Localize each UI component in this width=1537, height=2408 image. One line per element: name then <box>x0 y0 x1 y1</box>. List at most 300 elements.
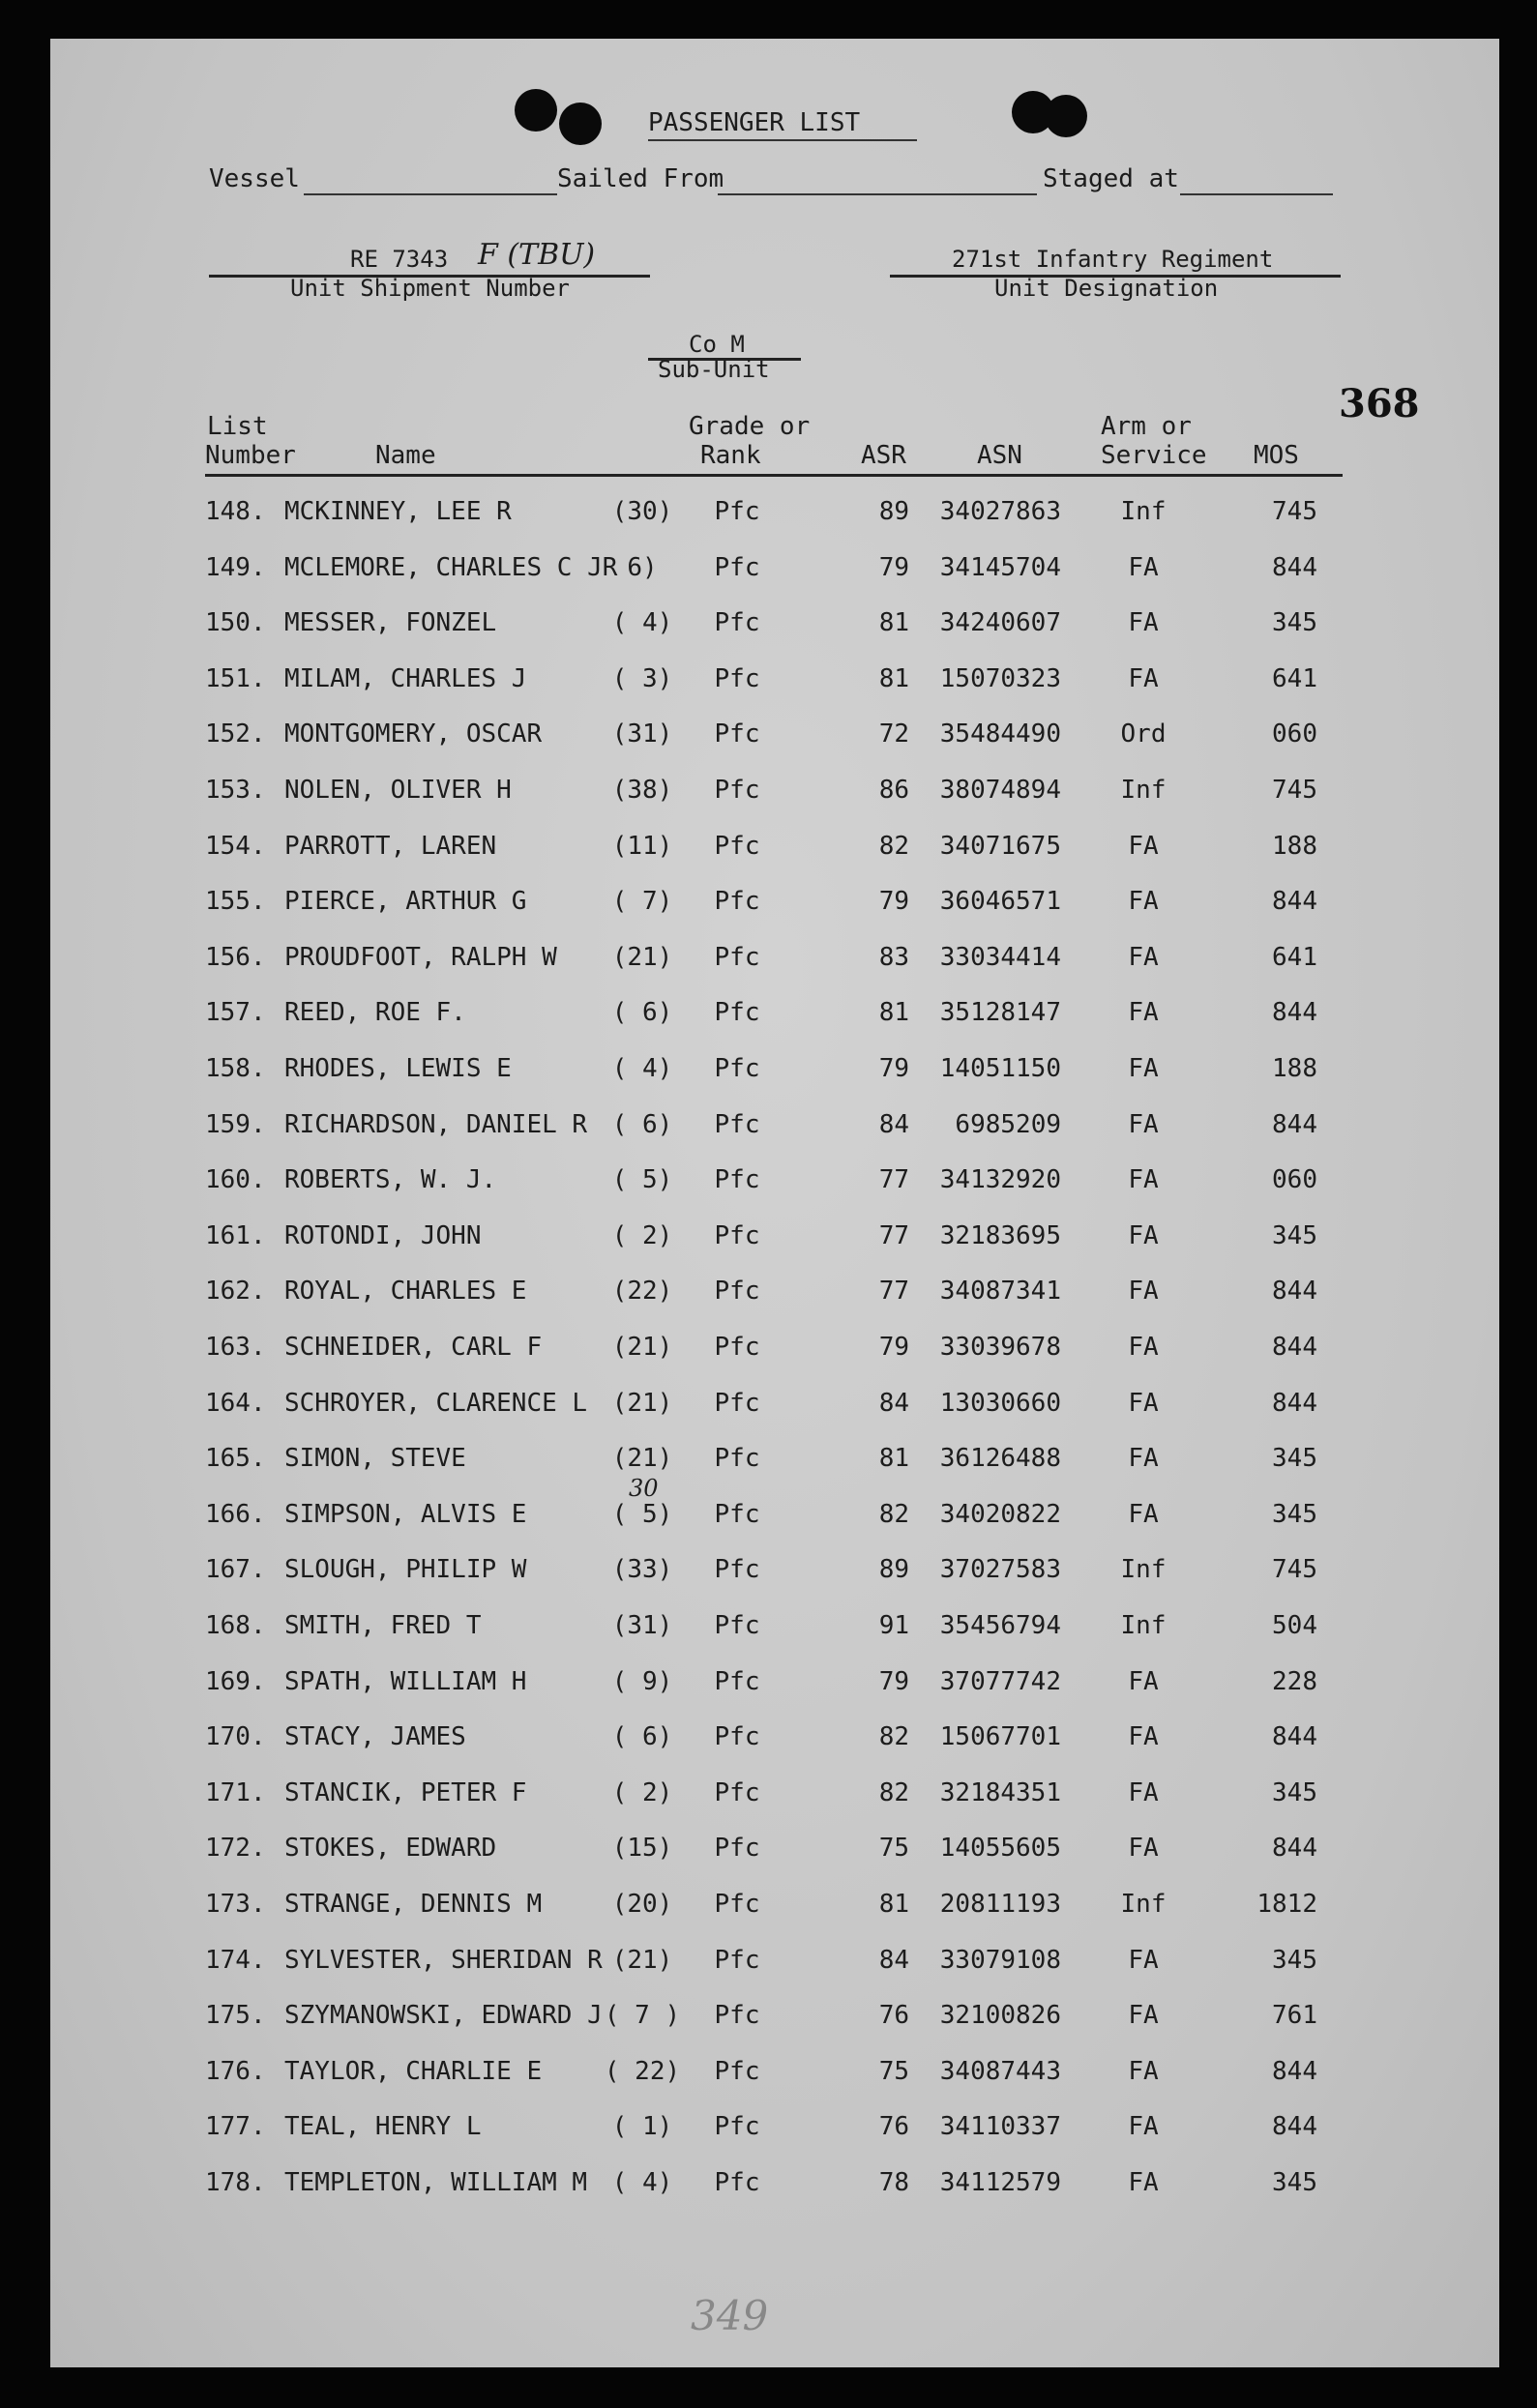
grade-rank: Pfc <box>714 1165 760 1195</box>
asr-score: 83 <box>878 942 909 972</box>
passenger-name: SLOUGH, PHILIP W <box>284 1555 527 1585</box>
list-number: 148. <box>205 497 266 526</box>
asr-score: 91 <box>878 1611 909 1640</box>
arm-service: Inf <box>1120 1611 1167 1640</box>
age-code: ( 3) <box>611 663 673 693</box>
grade-rank: Pfc <box>714 608 760 638</box>
grade-rank: Pfc <box>714 2001 760 2031</box>
passenger-name: ROBERTS, W. J. <box>284 1165 497 1195</box>
age-code: (21) <box>611 942 673 972</box>
table-row <box>50 1165 1499 1204</box>
asr-score: 86 <box>878 776 909 805</box>
grade-rank: Pfc <box>714 552 760 582</box>
asn-number: 32100826 <box>939 2001 1061 2031</box>
list-number: 159. <box>205 1109 266 1139</box>
table-row <box>50 1444 1499 1483</box>
asr-score: 79 <box>878 552 909 582</box>
age-correction-handwritten: 30 <box>629 1474 659 1502</box>
list-number: 166. <box>205 1499 266 1529</box>
asr-score: 76 <box>878 2001 909 2031</box>
asn-number: 14051150 <box>939 1054 1061 1083</box>
asr-score: 81 <box>878 663 909 693</box>
asr-score: 79 <box>878 1054 909 1083</box>
arm-service: FA <box>1128 1165 1159 1195</box>
col-header-arm: Arm or <box>1101 412 1192 441</box>
mos-code: 345 <box>1272 1444 1317 1474</box>
list-number: 152. <box>205 719 266 749</box>
list-number: 165. <box>205 1444 266 1474</box>
age-code: (31) <box>611 1611 673 1640</box>
grade-rank: Pfc <box>714 942 760 972</box>
mos-code: 844 <box>1272 1722 1317 1752</box>
arm-service: FA <box>1128 2112 1159 2142</box>
col-header-number: Number <box>205 441 296 470</box>
page-title: PASSENGER LIST <box>648 108 861 137</box>
asr-score: 82 <box>878 831 909 861</box>
mos-code: 844 <box>1272 1333 1317 1362</box>
age-code: (21) <box>611 1444 673 1474</box>
asn-number: 20811193 <box>939 1890 1061 1919</box>
table-row <box>50 832 1499 870</box>
arm-service: FA <box>1128 942 1159 972</box>
arm-service: Inf <box>1120 1555 1167 1585</box>
asr-score: 75 <box>878 1834 909 1864</box>
asn-number: 33034414 <box>939 942 1061 972</box>
mos-code: 745 <box>1272 1555 1317 1585</box>
mos-code: 641 <box>1272 663 1317 693</box>
age-code: (21) <box>611 1333 673 1362</box>
mos-code: 844 <box>1272 887 1317 917</box>
grade-rank: Pfc <box>714 1834 760 1864</box>
grade-rank: Pfc <box>714 776 760 805</box>
sub-unit-label: Sub-Unit <box>658 356 770 383</box>
passenger-name: ROYAL, CHARLES E <box>284 1277 527 1307</box>
age-code: 6) <box>627 552 658 582</box>
list-number: 151. <box>205 663 266 693</box>
grade-rank: Pfc <box>714 2168 760 2197</box>
mos-code: 060 <box>1272 719 1317 749</box>
asn-number: 36126488 <box>939 1444 1061 1474</box>
age-code: ( 5) <box>611 1165 673 1195</box>
mos-code: 641 <box>1272 942 1317 972</box>
table-row <box>50 553 1499 592</box>
passenger-name: MONTGOMERY, OSCAR <box>284 719 543 749</box>
arm-service: FA <box>1128 998 1159 1028</box>
asr-score: 82 <box>878 1777 909 1807</box>
list-number: 155. <box>205 887 266 917</box>
arm-service: FA <box>1128 1777 1159 1807</box>
mos-code: 504 <box>1272 1611 1317 1640</box>
page-number: 368 <box>1339 381 1420 426</box>
mos-code: 345 <box>1272 1777 1317 1807</box>
punch-hole <box>1045 95 1087 137</box>
arm-service: FA <box>1128 831 1159 861</box>
sub-unit: Co M <box>689 331 745 358</box>
asr-score: 81 <box>878 998 909 1028</box>
mos-code: 844 <box>1272 2112 1317 2142</box>
asn-number: 34027863 <box>939 497 1061 526</box>
passenger-name: STOKES, EDWARD <box>284 1834 497 1864</box>
staged-at-label: Staged at <box>1043 164 1179 193</box>
mos-code: 761 <box>1272 2001 1317 2031</box>
mos-code: 844 <box>1272 1109 1317 1139</box>
table-row <box>50 497 1499 536</box>
asr-score: 84 <box>878 1945 909 1975</box>
mos-code: 345 <box>1272 1220 1317 1250</box>
passenger-name: NOLEN, OLIVER H <box>284 776 512 805</box>
table-row <box>50 1474 1499 1539</box>
document-page <box>50 39 1499 2367</box>
table-row <box>50 1054 1499 1093</box>
mos-code: 345 <box>1272 1945 1317 1975</box>
asn-number: 14055605 <box>939 1834 1061 1864</box>
col-header-service: Service <box>1101 441 1207 470</box>
age-code: (30) <box>611 497 673 526</box>
grade-rank: Pfc <box>714 1109 760 1139</box>
grade-rank: Pfc <box>714 2056 760 2086</box>
age-code: (22) <box>611 1277 673 1307</box>
arm-service: FA <box>1128 2056 1159 2086</box>
grade-rank: Pfc <box>714 1220 760 1250</box>
list-number: 163. <box>205 1333 266 1362</box>
col-header-mos: MOS <box>1254 441 1299 470</box>
arm-service: FA <box>1128 1722 1159 1752</box>
grade-rank: Pfc <box>714 831 760 861</box>
grade-rank: Pfc <box>714 1945 760 1975</box>
passenger-name: PIERCE, ARTHUR G <box>284 887 527 917</box>
table-row <box>50 1389 1499 1427</box>
list-number: 171. <box>205 1777 266 1807</box>
age-code: ( 9) <box>611 1666 673 1696</box>
col-header-name: Name <box>375 441 436 470</box>
age-code: ( 7) <box>611 887 673 917</box>
table-row <box>50 1221 1499 1260</box>
table-row <box>50 608 1499 647</box>
list-number: 167. <box>205 1555 266 1585</box>
table-row <box>50 1946 1499 1984</box>
passenger-name: SMITH, FRED T <box>284 1611 482 1640</box>
asn-number: 33079108 <box>939 1945 1061 1975</box>
arm-service: FA <box>1128 1388 1159 1418</box>
staged-at-field-line <box>1180 193 1333 195</box>
table-row <box>50 2168 1499 2207</box>
list-number: 158. <box>205 1054 266 1083</box>
table-row <box>50 776 1499 814</box>
asn-number: 34240607 <box>939 608 1061 638</box>
age-code: (38) <box>611 776 673 805</box>
sailed-from-label: Sailed From <box>557 164 724 193</box>
table-row <box>50 1667 1499 1706</box>
col-header-asn: ASN <box>977 441 1022 470</box>
asn-number: 15070323 <box>939 663 1061 693</box>
passenger-name: PROUDFOOT, RALPH W <box>284 942 557 972</box>
grade-rank: Pfc <box>714 1666 760 1696</box>
grade-rank: Pfc <box>714 1611 760 1640</box>
age-code: ( 6) <box>611 1722 673 1752</box>
unit-designation-label: Unit Designation <box>994 275 1219 302</box>
arm-service: FA <box>1128 552 1159 582</box>
age-code: ( 7 ) <box>604 2001 681 2031</box>
mos-code: 844 <box>1272 998 1317 1028</box>
col-header-asr: ASR <box>861 441 906 470</box>
asr-score: 89 <box>878 1555 909 1585</box>
list-number: 168. <box>205 1611 266 1640</box>
asn-number: 35484490 <box>939 719 1061 749</box>
age-code: ( 6) <box>611 998 673 1028</box>
list-number: 164. <box>205 1388 266 1418</box>
list-number: 169. <box>205 1666 266 1696</box>
asn-number: 37027583 <box>939 1555 1061 1585</box>
asn-number: 34087341 <box>939 1277 1061 1307</box>
asn-number: 34112579 <box>939 2168 1061 2197</box>
pencil-note: 349 <box>691 2292 769 2339</box>
age-code: (33) <box>611 1555 673 1585</box>
asr-score: 89 <box>878 497 909 526</box>
asn-number: 34087443 <box>939 2056 1061 2086</box>
arm-service: FA <box>1128 1054 1159 1083</box>
list-number: 156. <box>205 942 266 972</box>
arm-service: FA <box>1128 1499 1159 1529</box>
arm-service: FA <box>1128 663 1159 693</box>
mos-code: 745 <box>1272 497 1317 526</box>
table-row <box>50 2057 1499 2096</box>
passenger-name: RICHARDSON, DANIEL R <box>284 1109 588 1139</box>
table-row <box>50 1110 1499 1149</box>
asr-score: 77 <box>878 1277 909 1307</box>
asn-number: 13030660 <box>939 1388 1061 1418</box>
grade-rank: Pfc <box>714 2112 760 2142</box>
grade-rank: Pfc <box>714 663 760 693</box>
table-row <box>50 887 1499 925</box>
list-number: 177. <box>205 2112 266 2142</box>
asn-number: 34020822 <box>939 1499 1061 1529</box>
passenger-name: STACY, JAMES <box>284 1722 466 1752</box>
asn-number: 36046571 <box>939 887 1061 917</box>
list-number: 153. <box>205 776 266 805</box>
grade-rank: Pfc <box>714 998 760 1028</box>
table-row <box>50 1778 1499 1817</box>
table-row <box>50 1834 1499 1872</box>
arm-service: FA <box>1128 1333 1159 1362</box>
arm-service: FA <box>1128 608 1159 638</box>
asr-score: 79 <box>878 887 909 917</box>
grade-rank: Pfc <box>714 497 760 526</box>
age-code: (20) <box>611 1890 673 1919</box>
asr-score: 84 <box>878 1109 909 1139</box>
mos-code: 844 <box>1272 1388 1317 1418</box>
unit-shipment-label: Unit Shipment Number <box>290 275 570 302</box>
list-number: 162. <box>205 1277 266 1307</box>
grade-rank: Pfc <box>714 1555 760 1585</box>
asr-score: 75 <box>878 2056 909 2086</box>
age-code: ( 1) <box>611 2112 673 2142</box>
arm-service: Ord <box>1120 719 1167 749</box>
mos-code: 844 <box>1272 1834 1317 1864</box>
arm-service: FA <box>1128 1945 1159 1975</box>
passenger-name: SPATH, WILLIAM H <box>284 1666 527 1696</box>
arm-service: FA <box>1128 2001 1159 2031</box>
table-row <box>50 1722 1499 1761</box>
passenger-name: SCHROYER, CLARENCE L <box>284 1388 588 1418</box>
passenger-name: MILAM, CHARLES J <box>284 663 527 693</box>
table-row <box>50 719 1499 758</box>
age-code: ( 22) <box>604 2056 681 2086</box>
age-code: (11) <box>611 831 673 861</box>
arm-service: FA <box>1128 1220 1159 1250</box>
asn-number: 35128147 <box>939 998 1061 1028</box>
arm-service: Inf <box>1120 776 1167 805</box>
arm-service: FA <box>1128 2168 1159 2197</box>
age-code: ( 4) <box>611 608 673 638</box>
asn-number: 38074894 <box>939 776 1061 805</box>
passenger-name: SIMON, STEVE <box>284 1444 466 1474</box>
grade-rank: Pfc <box>714 1333 760 1362</box>
passenger-name: TAYLOR, CHARLIE E <box>284 2056 543 2086</box>
list-number: 176. <box>205 2056 266 2086</box>
grade-rank: Pfc <box>714 887 760 917</box>
list-number: 178. <box>205 2168 266 2197</box>
asr-score: 72 <box>878 719 909 749</box>
passenger-name: SIMPSON, ALVIS E <box>284 1499 527 1529</box>
mos-code: 745 <box>1272 776 1317 805</box>
asr-score: 84 <box>878 1388 909 1418</box>
arm-service: FA <box>1128 1277 1159 1307</box>
list-number: 160. <box>205 1165 266 1195</box>
asn-number: 32184351 <box>939 1777 1061 1807</box>
asn-number: 34132920 <box>939 1165 1061 1195</box>
table-row <box>50 1890 1499 1928</box>
list-number: 170. <box>205 1722 266 1752</box>
arm-service: FA <box>1128 1834 1159 1864</box>
asr-score: 79 <box>878 1333 909 1362</box>
passenger-name: MESSER, FONZEL <box>284 608 497 638</box>
age-code: ( 4) <box>611 1054 673 1083</box>
age-code: ( 2) <box>611 1777 673 1807</box>
list-number: 161. <box>205 1220 266 1250</box>
asn-number: 32183695 <box>939 1220 1061 1250</box>
asr-score: 77 <box>878 1220 909 1250</box>
asr-score: 79 <box>878 1666 909 1696</box>
list-number: 175. <box>205 2001 266 2031</box>
arm-service: FA <box>1128 887 1159 917</box>
list-number: 150. <box>205 608 266 638</box>
passenger-name: STANCIK, PETER F <box>284 1777 527 1807</box>
grade-rank: Pfc <box>714 1499 760 1529</box>
grade-rank: Pfc <box>714 1777 760 1807</box>
arm-service: FA <box>1128 1109 1159 1139</box>
mos-code: 345 <box>1272 2168 1317 2197</box>
punch-hole <box>515 89 557 132</box>
arm-service: FA <box>1128 1444 1159 1474</box>
list-number: 174. <box>205 1945 266 1975</box>
mos-code: 188 <box>1272 831 1317 861</box>
age-code: ( 4) <box>611 2168 673 2197</box>
mos-code: 228 <box>1272 1666 1317 1696</box>
table-row <box>50 998 1499 1037</box>
vessel-label: Vessel <box>209 164 300 193</box>
passenger-name: SCHNEIDER, CARL F <box>284 1333 543 1362</box>
passenger-name: SZYMANOWSKI, EDWARD J <box>284 2001 603 2031</box>
asr-score: 81 <box>878 608 909 638</box>
grade-rank: Pfc <box>714 1277 760 1307</box>
asn-number: 6985209 <box>955 1109 1061 1139</box>
passenger-name: RHODES, LEWIS E <box>284 1054 512 1083</box>
asr-score: 82 <box>878 1722 909 1752</box>
punch-hole <box>559 103 602 145</box>
asn-number: 34145704 <box>939 552 1061 582</box>
passenger-name: MCKINNEY, LEE R <box>284 497 512 526</box>
age-code: ( 2) <box>611 1220 673 1250</box>
list-number: 154. <box>205 831 266 861</box>
grade-rank: Pfc <box>714 1388 760 1418</box>
unit-designation: 271st Infantry Regiment <box>952 246 1274 273</box>
mos-code: 345 <box>1272 608 1317 638</box>
age-code: ( 6) <box>611 1109 673 1139</box>
table-row <box>50 664 1499 703</box>
asn-number: 34110337 <box>939 2112 1061 2142</box>
grade-rank: Pfc <box>714 719 760 749</box>
grade-rank: Pfc <box>714 1444 760 1474</box>
mos-code: 844 <box>1272 1277 1317 1307</box>
asr-score: 77 <box>878 1165 909 1195</box>
grade-rank: Pfc <box>714 1054 760 1083</box>
asn-number: 34071675 <box>939 831 1061 861</box>
list-number: 172. <box>205 1834 266 1864</box>
asr-score: 81 <box>878 1890 909 1919</box>
col-header-grade: Grade or <box>689 412 811 441</box>
unit-shipment-number: RE 7343 <box>350 246 449 273</box>
col-header-rank: Rank <box>700 441 761 470</box>
passenger-name: ROTONDI, JOHN <box>284 1220 482 1250</box>
age-code: (21) <box>611 1945 673 1975</box>
grade-rank: Pfc <box>714 1890 760 1919</box>
asr-score: 81 <box>878 1444 909 1474</box>
mos-code: 060 <box>1272 1165 1317 1195</box>
passenger-name: TEMPLETON, WILLIAM M <box>284 2168 588 2197</box>
arm-service: Inf <box>1120 1890 1167 1919</box>
mos-code: 844 <box>1272 2056 1317 2086</box>
col-header-list: List <box>207 412 268 441</box>
title-underline <box>648 139 917 141</box>
age-code: (15) <box>611 1834 673 1864</box>
table-row <box>50 2001 1499 2040</box>
age-code: (21) <box>611 1388 673 1418</box>
table-row <box>50 1277 1499 1315</box>
table-row <box>50 1555 1499 1594</box>
arm-service: Inf <box>1120 497 1167 526</box>
list-number: 157. <box>205 998 266 1028</box>
asr-score: 78 <box>878 2168 909 2197</box>
table-row <box>50 2112 1499 2151</box>
passenger-name: PARROTT, LAREN <box>284 831 497 861</box>
passenger-name: STRANGE, DENNIS M <box>284 1890 543 1919</box>
sailed-from-field-line <box>718 193 1037 195</box>
age-code: ( 5) <box>611 1499 673 1529</box>
asr-score: 82 <box>878 1499 909 1529</box>
header-rule <box>205 474 1343 477</box>
arm-service: FA <box>1128 1666 1159 1696</box>
mos-code: 345 <box>1272 1499 1317 1529</box>
table-row <box>50 1611 1499 1650</box>
asn-number: 15067701 <box>939 1722 1061 1752</box>
passenger-name: SYLVESTER, SHERIDAN R <box>284 1945 603 1975</box>
passenger-name: REED, ROE F. <box>284 998 466 1028</box>
passenger-name: MCLEMORE, CHARLES C JR <box>284 552 618 582</box>
table-row <box>50 943 1499 982</box>
asr-score: 76 <box>878 2112 909 2142</box>
vessel-field-line <box>304 193 557 195</box>
mos-code: 1812 <box>1256 1890 1317 1919</box>
